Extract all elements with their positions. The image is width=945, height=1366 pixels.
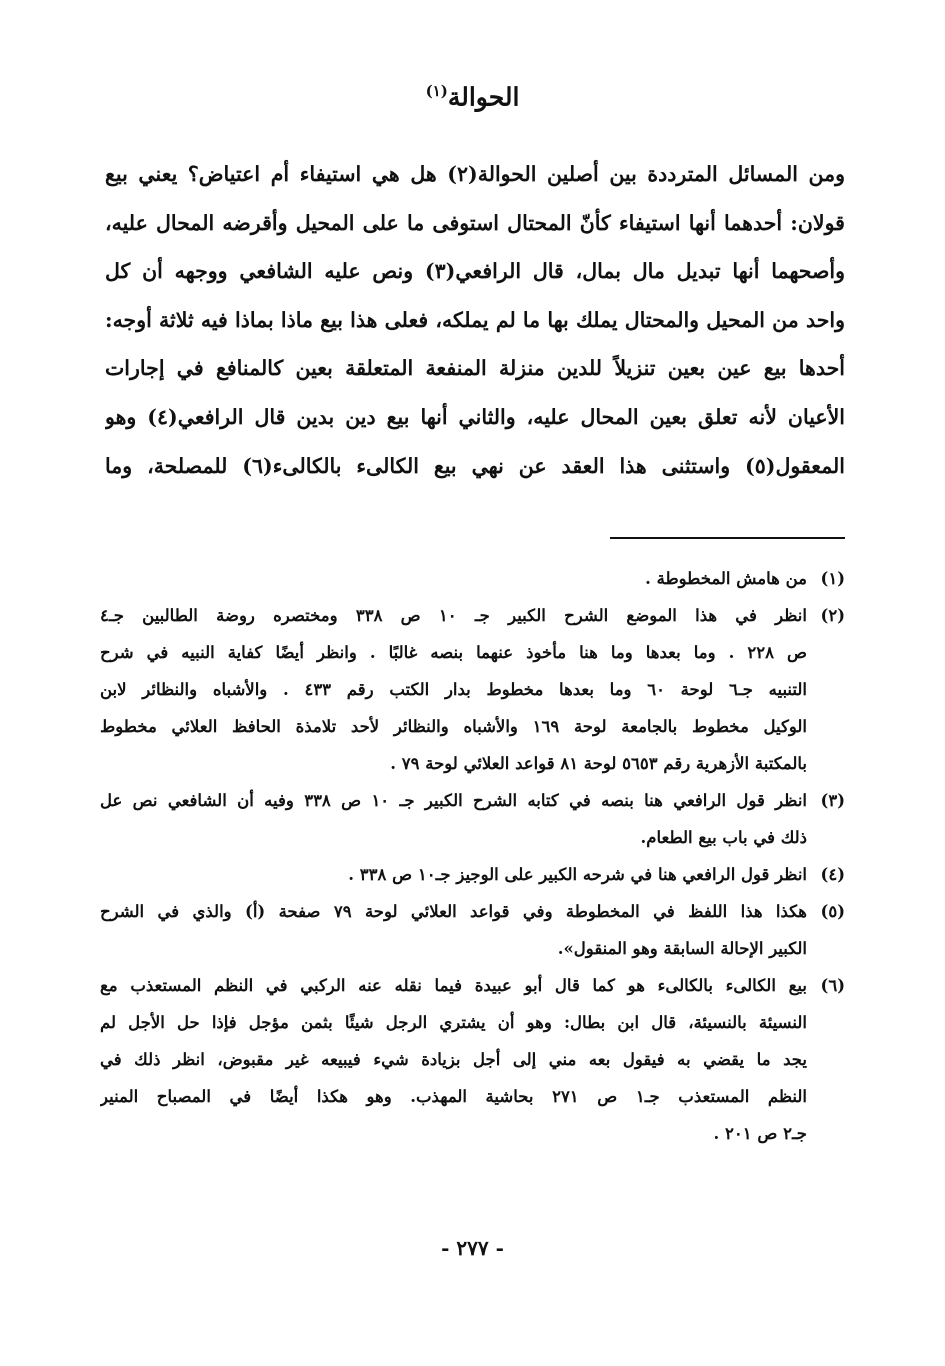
- footnote-line: انظر قول الرافعي هنا في شرحه الكبير على الوجيز جـ١٠ ص ٣٣٨ .: [348, 865, 807, 884]
- main-paragraph: [105, 150, 845, 490]
- footnote-line: النسيئة بالنسيئة، قال ابن بطال: وهو أن يشتري الرجل شيئًا بثمن مؤجل فإذا حل الأجل لم: [100, 1013, 807, 1032]
- footnote-line: الوكيل مخطوط بالجامعة لوحة ١٦٩ والأشباه والنظائر لأحد تلامذة الحافظ العلائي مخطوط: [100, 717, 807, 736]
- footnote-6: [100, 967, 845, 1152]
- paragraph-line: ومن المسائل المترددة بين أصلين الحوالة(٢) هل هي استيفاء أم اعتياض؟ يعني بيع: [105, 162, 845, 186]
- footnote-separator: [610, 537, 845, 539]
- chapter-title-footnote-ref: (١): [425, 82, 448, 100]
- footnote-line: انظر قول الرافعي هنا بنصه في كتابه الشرح الكبير جـ ١٠ ص ٣٣٨ وفيه أن الشافعي نص عل: [100, 791, 807, 810]
- chapter-title-text: الحوالة: [447, 82, 520, 112]
- footnote-number: (١): [820, 569, 845, 588]
- footnote-line: التنبيه جـ٦ لوحة ٦٠ وما بعدها مخطوط بدار الكتب رقم ٤٣٣ . والأشباه والنظائر لابن: [100, 680, 807, 699]
- page-number: - ٢٧٧ -: [441, 1236, 504, 1260]
- paragraph-line: قولان: أحدهما أنها استيفاء كأنّ المحتال استوفى ما على المحيل وأقرضه المحال عليه،: [105, 210, 845, 235]
- paragraph-line: وأصحهما أنها تبديل مال بمال، قال الرافعي(٣) ونص عليه الشافعي ووجهه أن كل: [105, 259, 845, 284]
- footnote-line: النظم المستعذب جـ١ ص ٢٧١ بحاشية المهذب. وهو هكذا أيضًا في المصباح المنير: [100, 1087, 807, 1106]
- paragraph-line: واحد من المحيل والمحتال يملك بها ما لم يملكه، فعلى هذا بيع ماذا بماذا فيه ثلاثة أوجه:: [105, 307, 845, 332]
- footnote-line: جـ٢ ص ٢٠١ .: [713, 1124, 807, 1143]
- footnote-number: (٣): [820, 791, 845, 810]
- footnote-line: يجد ما يقضي به فيقول بعه مني إلى أجل بزيادة شيء فيبيعه غير مقبوض، انظر ذلك في: [100, 1050, 807, 1069]
- footnote-3: [100, 782, 845, 856]
- footnote-5: [100, 893, 845, 967]
- footnote-line: من هامش المخطوطة .: [645, 569, 807, 588]
- footnote-line: انظر في هذا الموضع الشرح الكبير جـ ١٠ ص ٣٣٨ ومختصره روضة الطالبين جـ٤: [100, 606, 807, 625]
- paragraph-line: أحدها بيع عين بعين تنزيلاً للدين منزلة المنفعة المتعلقة بعين كالمنافع في إجارات: [105, 356, 845, 381]
- footnote-number: (٢): [820, 606, 845, 625]
- paragraph-line: المعقول(٥) واستثنى هذا العقد عن نهي بيع الكالىء بالكالىء(٦) للمصلحة، وما: [105, 453, 845, 478]
- footnote-line: الكبير الإحالة السابقة وهو المنقول».: [557, 939, 807, 958]
- footnote-1: [100, 560, 845, 597]
- footnote-line: ص ٢٢٨ . وما بعدها وما هنا مأخوذ عنهما بنصه غالبًا . وانظر أيضًا كفاية النبيه في شرح: [100, 643, 807, 662]
- footnote-number: (٦): [820, 976, 845, 995]
- footnote-2: [100, 597, 845, 782]
- footnote-line: بالمكتبة الأزهرية رقم ٥٦٥٣ لوحة ٨١ قواعد العلائي لوحة ٧٩ .: [390, 754, 807, 773]
- chapter-title: [0, 82, 945, 111]
- footnote-number: (٥): [820, 902, 845, 921]
- footnotes: [100, 560, 845, 1152]
- paragraph-line: الأعيان لأنه تعلق بعين المحال عليه، والثاني أنها بيع دين بدين قال الرافعي(٤) وهو: [105, 404, 845, 429]
- footnote-line: بيع الكالىء بالكالىء هو كما قال أبو عبيدة فيما نقله عنه الركبي في النظم المستعذب مع: [100, 976, 807, 995]
- footnote-line: ذلك في باب بيع الطعام.: [640, 828, 807, 847]
- footnote-4: [100, 856, 845, 893]
- footnote-line: هكذا هذا اللفظ في المخطوطة وفي قواعد العلائي لوحة ٧٩ صفحة (أ) والذي في الشرح: [100, 902, 807, 921]
- footnote-number: (٤): [820, 865, 845, 884]
